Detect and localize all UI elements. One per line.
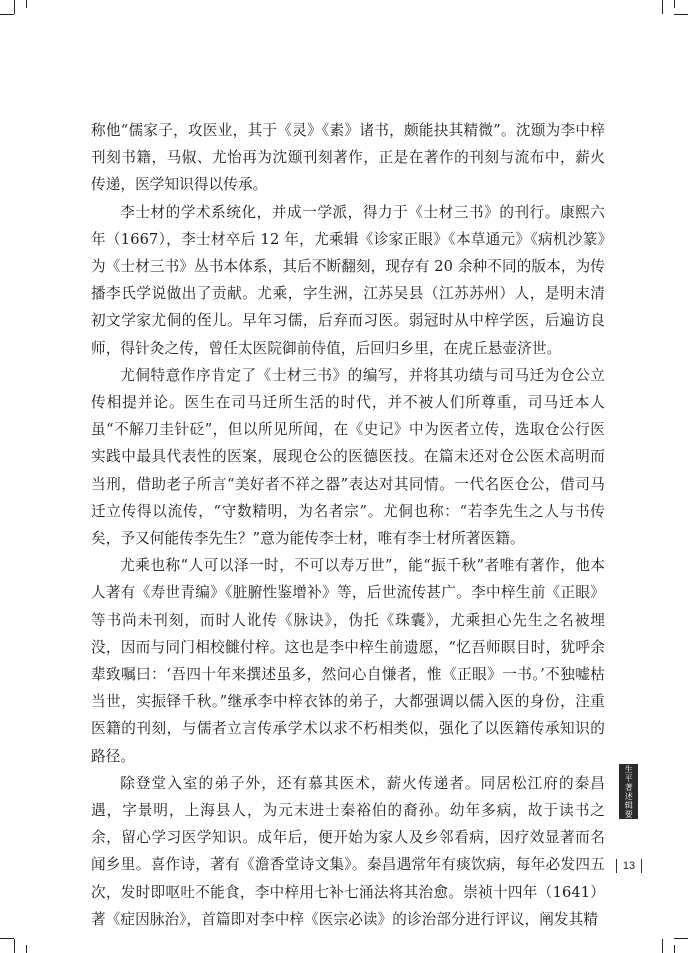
crop-mark-top-right-v2: [674, 0, 675, 8]
page-number-divider-right: [641, 859, 642, 873]
crop-mark-bottom-left-v: [14, 939, 15, 953]
page-number-divider-left: [616, 859, 617, 873]
paragraph: 称他“儒家子，攻医业，其于《灵》《素》诸书，颇能抉其精微”。沈颋为李中梓刊刻书籍，马俶、尤怡再为沈颋刊刻著作，正是在著作的刊刻与流布中，薪火传递，医学知识得以传承。: [91, 122, 605, 194]
crop-mark-bottom-right-h: [674, 938, 688, 939]
paragraph: 尤侗特意作序肯定了《士材三书》的编写，并将其功绩与司马迁为仓公立传相提并论。医生在司马迁所生活的时代，并不被人们所尊重，司马迁本人虽“不解刀圭针砭”，但以所见所闻，在《史记》中为医者立传，选取仓公行医实践中最具代表性的医案，展现仓公的医德医技。在篇末还对仓公医术高明而当刑，借助老子所言“美好者不祥之器”表达对其同情。一代名医仓公，借司马迁立传得以流传，“守数精明，为名者宗”。尤侗也称：“若李先生之人与书传矣，予又何能传李先生？”意为能传李士材，唯有李士材所著医籍。: [91, 366, 605, 548]
crop-mark-top-left-v2: [26, 0, 27, 8]
crop-mark-top-right-h: [674, 14, 688, 15]
body-text: [91, 117, 605, 933]
section-tab: 生平著述辑要: [619, 764, 638, 819]
crop-mark-top-right-v: [662, 0, 663, 14]
crop-mark-bottom-right-v: [662, 939, 663, 953]
page-number: 13: [622, 860, 636, 872]
paragraph: 尤乘也称“人可以泽一时，不可以寿万世”，能“振千秋”者唯有著作，他本人著有《寿世青编》《脏腑性鉴增补》等，后世流传甚广。李中梓生前《正眼》等书尚未刊刻，而时人讹传《脉诀》，伪托《珠囊》，尤乘担心先生之名被埋没，因而与同门相校雠付梓。这也是李中梓生前遗愿，“忆吾师瞑目时，犹呼余辈致嘱曰：‘吾四十年来撰述虽多，然问心自慊者，惟《正眼》一书。’不独嘘枯当世，实振铎千秋。”继承李中梓衣钵的弟子，大都强调以儒入医的身份，注重医籍的刊刻，与儒者立言传承学术以求不朽相类似，强化了以医籍传承知识的路径。: [91, 557, 605, 765]
crop-mark-bottom-right-v2: [674, 945, 675, 953]
page-footer: [610, 855, 648, 877]
crop-mark-top-left-v: [14, 0, 15, 14]
crop-mark-top-left-h: [0, 14, 14, 15]
crop-mark-bottom-left-h: [0, 938, 14, 939]
paragraph: 李士材的学术系统化，并成一学派，得力于《士材三书》的刊行。康熙六年（1667），李士材卒后 12 年，尤乘辑《诊家正眼》《本草通元》《病机沙篆》为《士材三书》丛书本体系，其后不断翻刻，现存有 20 余种不同的版本，为传播李氏学说做出了贡献。尤乘，字生洲，江苏吴县（江苏苏州）人，是明末清初文学家尤侗的侄儿。早年习儒，后弃而习医。弱冠时从中梓学医，后遍访良师，得针灸之传，曾任太医院御前侍值，后回归乡里，在虎丘悬壶济世。: [91, 203, 605, 357]
paragraph: 除登堂入室的弟子外，还有慕其医术，薪火传递者。同居松江府的秦昌遇，字景明，上海县人，为元末进士秦裕伯的裔孙。幼年多病，故于读书之余，留心学习医学知识。成年后，便开始为家人及乡邻看病，因疗效显著而名闻乡里。喜作诗，著有《澹香堂诗文集》。秦昌遇常年有痰饮病，每年必发四五次，发时即呕吐不能食，李中梓用七补七涌法将其治愈。崇祯十四年（1641）著《症因脉治》，首篇即对李中梓《医宗必读》的诊治部分进行评议，阐发其精: [91, 774, 605, 928]
crop-mark-bottom-left-v2: [26, 945, 27, 953]
